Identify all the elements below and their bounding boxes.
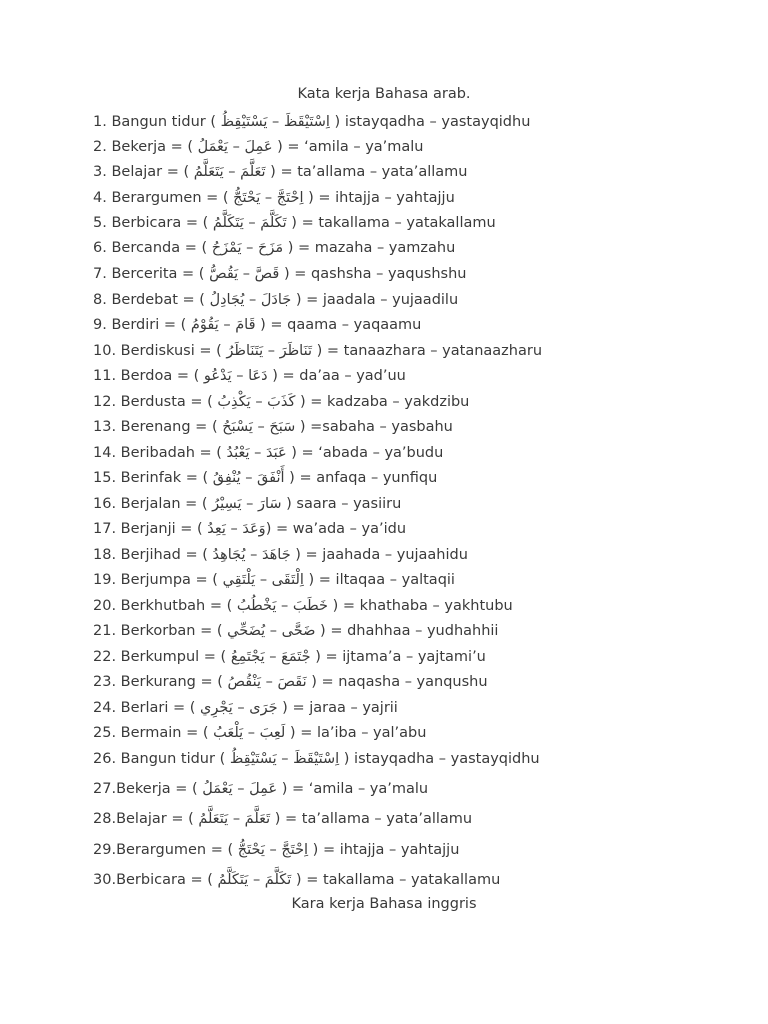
item-label: Berdiskusi = ( [120,343,227,359]
arabic-verb: تَكَلَّمَ – يَتَكَلَّمُ [212,215,287,231]
list-item [93,749,540,769]
item-transliteration: ) = ihtajja – yahtajju [308,842,460,858]
arabic-verb: عَبَدَ – يَعْبُدُ [226,445,287,461]
item-number: 4. [93,190,107,206]
list-item [93,213,496,233]
item-label: Berjihad = ( [120,547,213,563]
item-transliteration: ) = mazaha – yamzahu [283,240,456,256]
list-item [93,672,488,692]
item-label: Berkhutbah = ( [120,598,237,614]
item-label: Berbicara = ( [111,215,213,231]
list-item [93,870,500,890]
item-label: Berdiri = ( [111,317,191,333]
item-transliteration: ) = tanaazhara – yatanaazharu [312,343,543,359]
list-item [93,840,459,860]
item-label: Berargumen = ( [111,190,234,206]
arabic-verb: تَعَلَّمَ – يَتَعَلَّمُ [193,164,266,180]
list-item [93,341,542,361]
arabic-verb: تَكَلَّمَ – يَتَكَلَّمُ [217,872,292,888]
item-transliteration: ) = wa’ada – ya’idu [265,521,407,537]
list-item [93,545,468,565]
item-label: Bermain = ( [120,725,214,741]
item-number: 24. [93,700,117,716]
item-label: Bercerita = ( [111,266,210,282]
item-label: Berdebat = ( [111,292,210,308]
list-item [93,290,458,310]
item-number: 15. [93,470,117,486]
item-label: Berjanji = ( [120,521,208,537]
item-number: 22. [93,649,117,665]
arabic-verb: مَزَحَ – يَمْزَحُ [211,240,284,256]
item-number: 26. [93,751,117,767]
item-label: Berkurang = ( [120,674,228,690]
arabic-verb: عَمِلَ – يَعْمَلُ [197,139,273,155]
item-label: Bekerja = ( [116,781,203,797]
arabic-verb: جْتَمَعَ – يَجْتَمِعُ [230,649,311,665]
arabic-verb: كَذَبَ – يَكْذِبُ [217,394,296,410]
list-item [93,647,486,667]
arabic-verb: اِلْتَقَى – يَلْتَقِي [222,572,304,588]
arabic-verb: وَعَدَ – يَعِدُ [207,521,266,537]
item-number: 16. [93,496,117,512]
item-number: 2. [93,139,107,155]
arabic-verb: لَعِبَ – يَلْعَبُ [213,725,286,741]
item-number: 5. [93,215,107,231]
item-label: Berbicara = ( [116,872,218,888]
item-number: 27. [93,781,117,797]
arabic-verb: اِسْتَيْقَظَ – يَسْتَيْقِظُ [220,114,330,130]
item-transliteration: ) = takallama – yatakallamu [291,872,501,888]
item-transliteration: ) = dhahhaa – yudhahhii [315,623,499,639]
item-transliteration: ) = ‘abada – ya’budu [286,445,444,461]
arabic-verb: سَارَ – يَسِيْرُ [212,496,282,512]
item-transliteration: ) = iltaqaa – yaltaqii [303,572,455,588]
arabic-verb: تَعَلَّمَ – يَتَعَلَّمُ [198,811,271,827]
list-item [93,570,455,590]
item-number: 20. [93,598,117,614]
arabic-verb: دَعَا – يَدْعُو [203,368,268,384]
item-label: Berkorban = ( [120,623,228,639]
arabic-verb: اِحْتَجَّ – يَحْتَجُّ [237,842,309,858]
arabic-verb: نَقَصَ – يَنْقُصُ [227,674,307,690]
list-item [93,494,401,514]
list-item [93,264,466,284]
item-transliteration: ) istayqadha – yastayqidhu [339,751,540,767]
list-item [93,417,453,437]
item-transliteration: ) = ijtama’a – yajtami’u [310,649,486,665]
item-label: Berenang = ( [120,419,223,435]
item-number: 30. [93,872,117,888]
item-number: 1. [93,114,107,130]
item-number: 7. [93,266,107,282]
arabic-verb: اِسْتَيْقَظَ – يَسْتَيْقِظُ [229,751,340,767]
arabic-verb: اِحْتَجَّ – يَحْتَجُّ [233,190,304,206]
list-item [93,315,421,335]
list-item [93,137,424,157]
arabic-verb: جَاهَدَ – يُجَاهِدُ [212,547,291,563]
list-item [93,779,428,799]
item-transliteration: ) = qaama – yaqaamu [255,317,422,333]
item-transliteration: ) = takallama – yatakallamu [286,215,496,231]
list-item [93,723,426,743]
item-number: 21. [93,623,117,639]
item-label: Berlari = ( [120,700,201,716]
item-label: Berdoa = ( [120,368,204,384]
item-transliteration: ) = qashsha – yaqushshu [279,266,467,282]
item-label: Bercanda = ( [111,240,212,256]
item-label: Belajar = ( [116,811,199,827]
arabic-verb: عَمِلَ – يَعْمَلُ [202,781,278,797]
item-label: Bekerja = ( [111,139,198,155]
arabic-verb: سَبَحَ – يَسْبَحُ [222,419,296,435]
list-item [93,698,398,718]
list-item [93,621,498,641]
item-transliteration: ) = ‘amila – ya’malu [277,781,429,797]
item-number: 29. [93,842,117,858]
item-transliteration: ) saara – yasiiru [281,496,402,512]
arabic-verb: ضَحَّى – يُضَحِّي [227,623,316,639]
item-transliteration: ) = naqasha – yanqushu [306,674,488,690]
item-number: 3. [93,164,107,180]
item-label: Beribadah = ( [120,445,227,461]
item-number: 12. [93,394,117,410]
list-item [93,392,469,412]
item-transliteration: ) istayqadha – yastayqidhu [329,114,531,130]
item-transliteration: ) =sabaha – yasbahu [295,419,453,435]
arabic-verb: أَنْفَقَ – يُنْفِقُ [212,470,285,486]
item-label: Berjumpa = ( [120,572,223,588]
list-item [93,188,455,208]
list-item [93,519,406,539]
item-label: Berargumen = ( [116,842,238,858]
item-transliteration: ) = la’iba – yal’abu [285,725,427,741]
item-transliteration: ) = kadzaba – yakdzibu [295,394,470,410]
item-label: Berkumpul = ( [120,649,231,665]
item-number: 10. [93,343,117,359]
item-transliteration: ) = anfaqa – yunfiqu [284,470,438,486]
item-number: 13. [93,419,117,435]
item-number: 9. [93,317,107,333]
arabic-verb: تَنَاظَرَ – يَتَنَاظَرُ [226,343,312,359]
item-number: 19. [93,572,117,588]
item-number: 25. [93,725,117,741]
item-number: 8. [93,292,107,308]
item-label: Berjalan = ( [120,496,213,512]
item-label: Berdusta = ( [120,394,218,410]
item-number: 14. [93,445,117,461]
item-transliteration: ) = khathaba – yakhtubu [327,598,513,614]
document-title: Kata kerja Bahasa arab. [297,86,471,102]
list-item [93,468,437,488]
item-label: Bangun tidur ( [120,751,230,767]
list-item [93,112,530,132]
item-transliteration: ) = ta’allama – yata’allamu [265,164,468,180]
arabic-verb: جَرَى – يَجْرِي [200,700,278,716]
list-item [93,238,455,258]
item-transliteration: ) = da’aa – yad’uu [267,368,406,384]
arabic-verb: قَامَ – يَقُوْمُ [190,317,256,333]
item-number: 23. [93,674,117,690]
item-transliteration: ) = ta’allama – yata’allamu [270,811,473,827]
item-transliteration: ) = jaadala – yujaadilu [291,292,459,308]
item-number: 17. [93,521,117,537]
item-label: Bangun tidur ( [111,114,221,130]
arabic-verb: جَادَلَ – يُجَادِلُ [209,292,292,308]
section-heading: Kara kerja Bahasa inggris [291,896,477,912]
arabic-verb: قَصَّ – يَقُصُّ [209,266,280,282]
item-number: 6. [93,240,107,256]
list-item [93,366,406,386]
list-item [93,443,443,463]
item-number: 11. [93,368,117,384]
item-label: Belajar = ( [111,164,194,180]
arabic-verb: خَطَبَ – يَخْطُبُ [236,598,328,614]
item-number: 28. [93,811,117,827]
item-transliteration: ) = ‘amila – ya’malu [272,139,424,155]
item-transliteration: ) = jaraa – yajrii [277,700,398,716]
item-number: 18. [93,547,117,563]
item-label: Berinfak = ( [120,470,213,486]
list-item [93,596,513,616]
item-transliteration: ) = ihtajja – yahtajju [303,190,455,206]
list-item [93,162,467,182]
item-transliteration: ) = jaahada – yujaahidu [290,547,468,563]
list-item [93,809,472,829]
